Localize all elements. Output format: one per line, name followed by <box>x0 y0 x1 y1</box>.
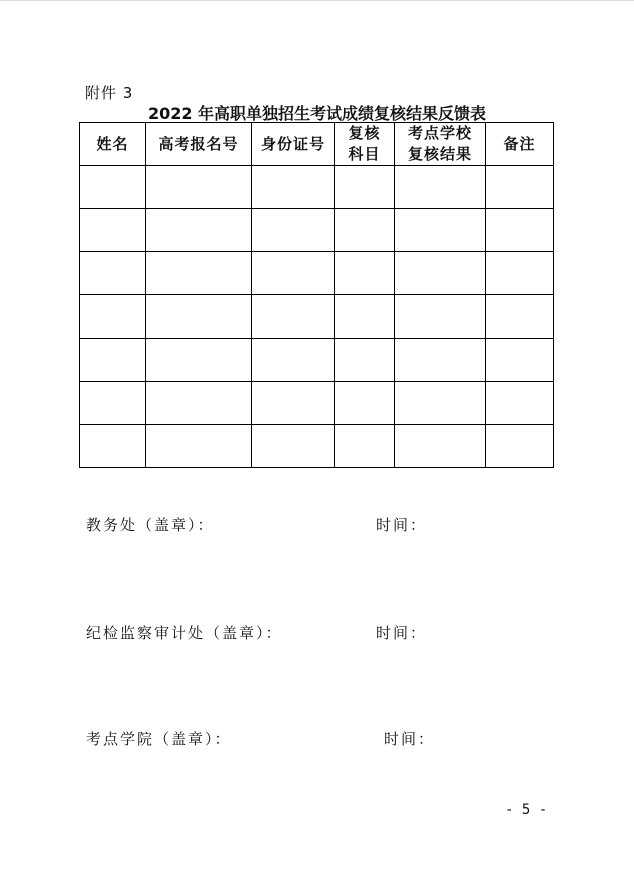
cell-exam-registration-number <box>146 295 252 338</box>
cell-id-number <box>252 338 335 381</box>
cell-exam-registration-number <box>146 381 252 424</box>
page-top-rule <box>0 0 634 1</box>
signature-discipline-audit-label: 纪检监察审计处（盖章）： <box>86 624 283 642</box>
signature-exam-college-time-label: 时间： <box>384 730 436 748</box>
table-row <box>80 166 554 209</box>
cell-exam-registration-number <box>146 252 252 295</box>
cell-review-result <box>395 381 486 424</box>
table-row <box>80 252 554 295</box>
cell-review-result <box>395 338 486 381</box>
cell-review-subject <box>335 381 395 424</box>
cell-review-subject <box>335 338 395 381</box>
cell-review-subject <box>335 252 395 295</box>
header-id-number <box>252 123 335 166</box>
cell-id-number <box>252 381 335 424</box>
header-remarks-label: 备注 <box>503 134 536 153</box>
cell-name <box>80 209 146 252</box>
cell-review-result <box>395 252 486 295</box>
header-id-number-label: 身份证号 <box>260 134 325 153</box>
header-exam-registration-number <box>146 123 252 166</box>
cell-exam-registration-number <box>146 209 252 252</box>
header-name <box>80 123 146 166</box>
cell-exam-registration-number <box>146 166 252 209</box>
table-header-row <box>80 123 554 166</box>
cell-review-result <box>395 166 486 209</box>
cell-id-number <box>252 295 335 338</box>
header-review-subject-line1: 复核 <box>348 124 381 142</box>
cell-review-result <box>395 424 486 467</box>
signature-discipline-audit-time-label: 时间： <box>376 624 428 642</box>
cell-name <box>80 252 146 295</box>
table-row <box>80 295 554 338</box>
cell-id-number <box>252 166 335 209</box>
cell-name <box>80 166 146 209</box>
cell-review-subject <box>335 166 395 209</box>
cell-id-number <box>252 209 335 252</box>
header-remarks <box>486 123 554 166</box>
cell-review-result <box>395 295 486 338</box>
table-row <box>80 424 554 467</box>
header-review-result-line2: 复核结果 <box>407 145 472 163</box>
cell-remarks <box>486 338 554 381</box>
cell-id-number <box>252 252 335 295</box>
cell-remarks <box>486 252 554 295</box>
cell-review-subject <box>335 295 395 338</box>
cell-exam-registration-number <box>146 338 252 381</box>
header-exam-registration-number-label: 高考报名号 <box>158 134 239 153</box>
page-number: - 5 - <box>505 802 548 818</box>
cell-name <box>80 424 146 467</box>
cell-exam-registration-number <box>146 424 252 467</box>
header-review-subject-line2: 科目 <box>348 145 381 163</box>
cell-review-result <box>395 209 486 252</box>
cell-remarks <box>486 381 554 424</box>
table-row <box>80 338 554 381</box>
cell-review-subject <box>335 424 395 467</box>
signature-academic-affairs-label: 教务处（盖章）： <box>86 516 215 534</box>
cell-remarks <box>486 295 554 338</box>
table-body <box>80 166 554 468</box>
signature-academic-affairs-time-label: 时间： <box>376 516 428 534</box>
attachment-label: 附件 3 <box>85 84 134 102</box>
header-review-result-line1: 考点学校 <box>407 124 472 142</box>
feedback-table <box>79 122 554 468</box>
table-row <box>80 381 554 424</box>
header-review-subject <box>335 123 395 166</box>
header-review-result <box>395 123 486 166</box>
header-name-label: 姓名 <box>96 134 129 153</box>
cell-review-subject <box>335 209 395 252</box>
cell-remarks <box>486 424 554 467</box>
cell-id-number <box>252 424 335 467</box>
document-title: 2022 年高职单独招生考试成绩复核结果反馈表 <box>147 104 487 123</box>
cell-name <box>80 338 146 381</box>
signature-exam-college-label: 考点学院（盖章）： <box>86 730 232 748</box>
cell-name <box>80 295 146 338</box>
table-row <box>80 209 554 252</box>
cell-remarks <box>486 209 554 252</box>
cell-name <box>80 381 146 424</box>
cell-remarks <box>486 166 554 209</box>
